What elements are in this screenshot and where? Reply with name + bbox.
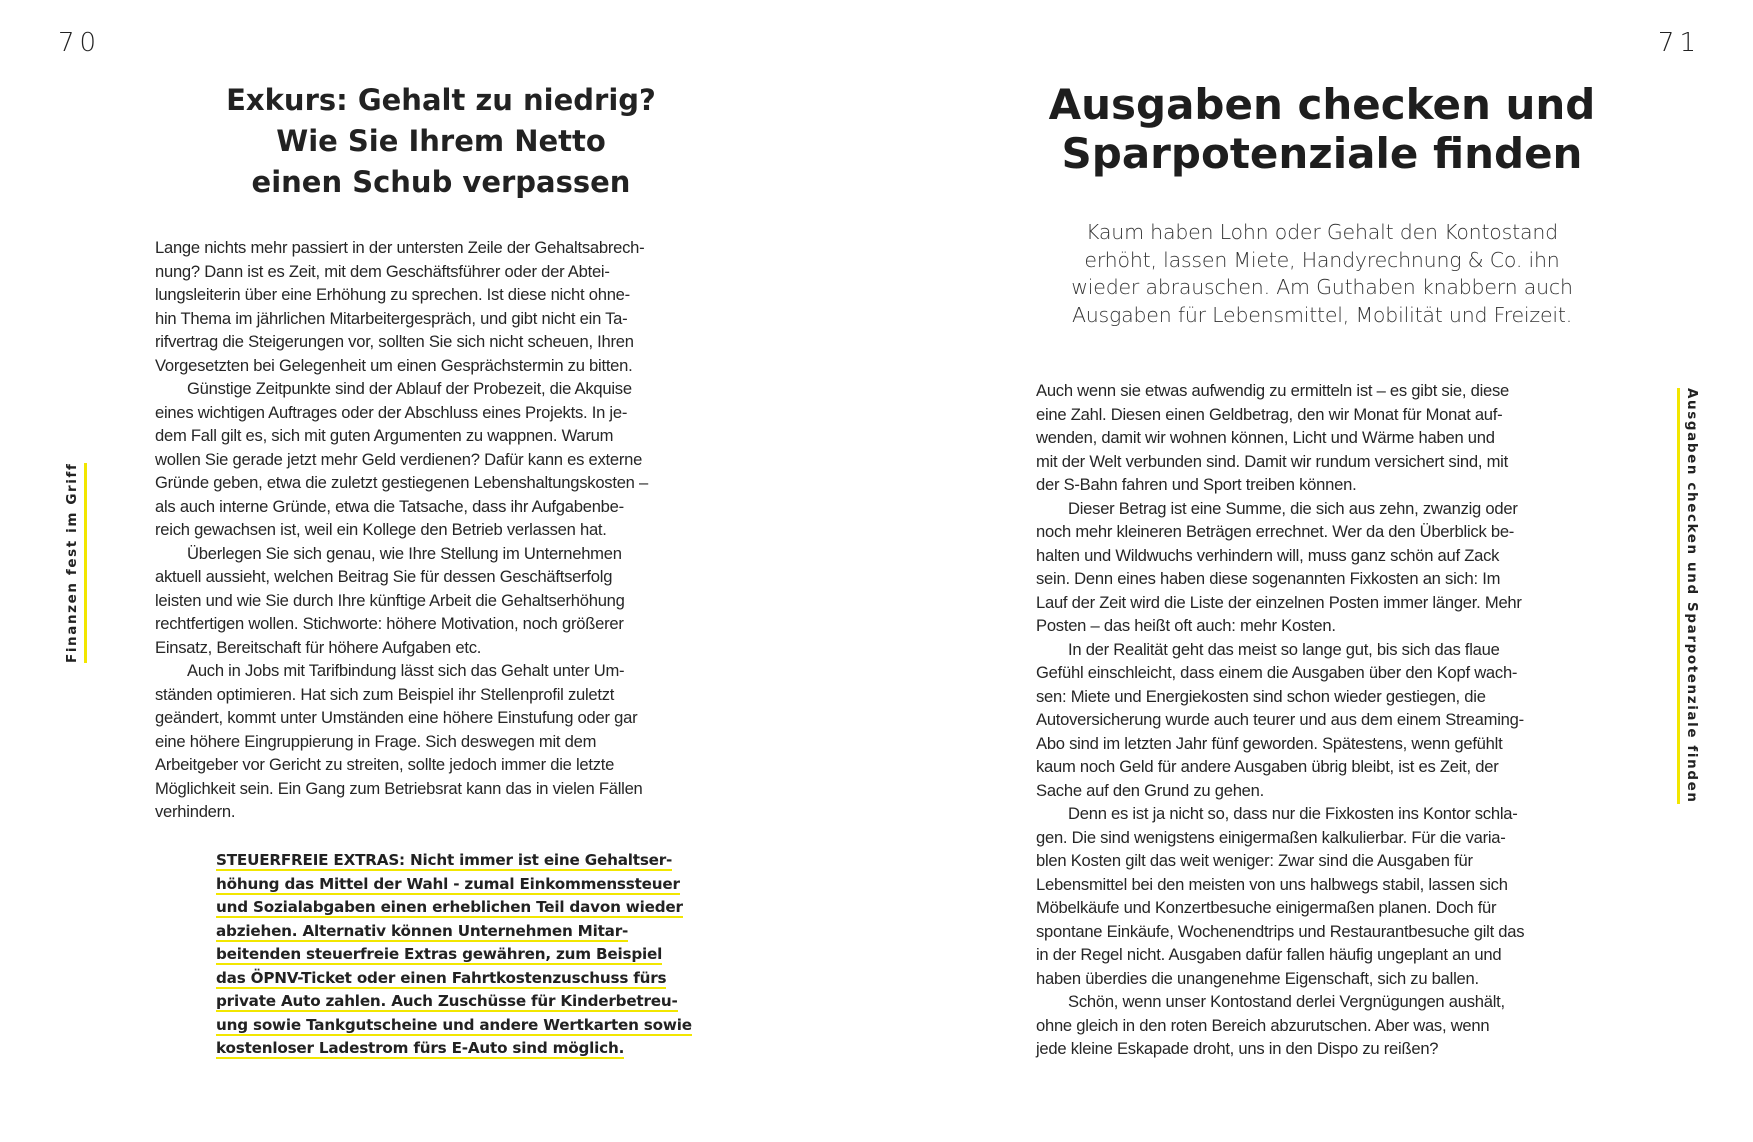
paragraph: [155, 659, 735, 824]
body-text-left: [155, 236, 735, 824]
text-line: Gefühl einschleicht, dass einem die Ausgaben über den Kopf wach-: [1036, 663, 1518, 682]
callout-line: private Auto zahlen. Auch Zuschüsse für Kinderbetreu-: [216, 992, 678, 1010]
text-line: reich gewachsen ist, weil ein Kollege den Betrieb verlassen hat.: [155, 520, 607, 539]
text-line: Lauf der Zeit wird die Liste der einzelnen Posten immer länger. Mehr: [1036, 592, 1522, 612]
callout-line-row: [216, 849, 736, 873]
text-line: In der Realität geht das meist so lange gut, bis sich das flaue: [1068, 639, 1500, 659]
body-text-right: [1036, 379, 1616, 1061]
paragraph: [1036, 638, 1616, 803]
text-line: leisten und wie Sie durch Ihre künftige Arbeit die Gehaltserhöhung: [155, 590, 625, 610]
text-line: Möbelkäufe und Konzertbesuche einigermaßen planen. Doch für: [1036, 898, 1497, 917]
page-number-right: 71: [1657, 28, 1701, 58]
text-line: blen Kosten gilt das weit weniger: Zwar sind die Ausgaben für: [1036, 851, 1473, 870]
text-line: halten und Wildwuchs verhindern will, muss ganz schön auf Zack: [1036, 545, 1500, 565]
text-line: sein. Denn eines haben diese sogenannten Fixkosten an sich: Im: [1036, 569, 1501, 588]
heading-line: Sparpotenziale finden: [1061, 129, 1583, 178]
text-line: eine Zahl. Diesen einen Geldbetrag, den wir Monat für Monat auf-: [1036, 404, 1503, 424]
text-line: Gründe geben, etwa die zuletzt gestiegenen Lebenshaltungskosten –: [155, 473, 648, 492]
text-line: haben überdies die unangenehme Eigenschaft, sich zu ballen.: [1036, 968, 1479, 988]
callout-line-row: [216, 1014, 736, 1038]
text-line: Schön, wenn unser Kontostand derlei Vergnügungen aushält,: [1068, 992, 1505, 1011]
tax-free-extras-callout: [216, 849, 736, 1061]
heading-line: Exkurs: Gehalt zu niedrig?: [226, 83, 656, 117]
heading-line: Wie Sie Ihrem Netto: [276, 124, 606, 158]
text-line: Posten – das heißt oft auch: mehr Kosten.: [1036, 616, 1336, 635]
paragraph: [1036, 497, 1616, 638]
callout-line: abziehen. Alternativ können Unternehmen Mitar-: [216, 921, 629, 940]
chapter-side-tab-left: Finanzen fest im Griff: [64, 463, 87, 663]
text-line: lungsleiterin über eine Erhöhung zu sprechen. Ist diese nicht ohne-: [155, 285, 630, 304]
text-line: Dieser Betrag ist eine Summe, die sich aus zehn, zwanzig oder: [1068, 498, 1518, 518]
heading-line: einen Schub verpassen: [251, 165, 631, 199]
callout-line: beitenden steuerfreie Extras gewähren, zum Beispiel: [216, 945, 663, 963]
callout-line-row: [216, 1037, 736, 1061]
callout-line: und Sozialabgaben einen erheblichen Teil davon wieder: [216, 898, 683, 916]
text-line: Vorgesetzten bei Gelegenheit um einen Gesprächstermin zu bitten.: [155, 355, 633, 375]
subtitle-line: wieder abrauschen. Am Guthaben knabbern auch: [1071, 275, 1573, 300]
text-line: spontane Einkäufe, Wochenendtrips und Restaurantbesuche gilt das: [1036, 921, 1525, 941]
text-line: wenden, damit wir wohnen können, Licht und Wärme haben und: [1036, 428, 1495, 447]
text-line: eine höhere Eingruppierung in Frage. Sich deswegen mit dem: [155, 731, 597, 751]
text-line: Möglichkeit sein. Ein Gang zum Betriebsrat kann das in vielen Fällen: [155, 778, 643, 798]
text-line: Arbeitgeber vor Gericht zu streiten, sollte jedoch immer die letzte: [155, 755, 615, 774]
callout-line-row: [216, 896, 736, 920]
text-line: ständen optimieren. Hat sich zum Beispiel ihr Stellenprofil zuletzt: [155, 684, 615, 704]
text-line: der S-Bahn fahren und Sport treiben können.: [1036, 475, 1357, 494]
callout-line-row: [216, 990, 736, 1014]
text-line: Autoversicherung wurde auch teurer und aus dem einem Streaming-: [1036, 710, 1524, 729]
chapter-side-tab-right: Ausgaben checken und Sparpotenziale finden: [1677, 388, 1700, 804]
text-line: Denn es ist ja nicht so, dass nur die Fixkosten ins Kontor schla-: [1068, 804, 1518, 823]
text-line: mit der Welt verbunden sind. Damit wir rundum versichert sind, mit: [1036, 451, 1508, 471]
text-line: in der Regel nicht. Ausgaben dafür fallen häufig ungeplant an und: [1036, 945, 1502, 964]
text-line: Auch wenn sie etwas aufwendig zu ermitteln ist – es gibt sie, diese: [1036, 381, 1510, 400]
text-line: rechtfertigen wollen. Stichworte: höhere Motivation, noch größerer: [155, 614, 624, 633]
subtitle-line: Kaum haben Lohn oder Gehalt den Kontostand: [1086, 220, 1558, 244]
paragraph: [155, 236, 735, 377]
callout-line-row: [216, 943, 736, 967]
text-line: Lebensmittel bei den meisten von uns halbwegs stabil, lassen sich: [1036, 874, 1508, 894]
paragraph: [155, 542, 735, 660]
paragraph: [155, 377, 735, 542]
text-line: gen. Die sind wenigstens einigermaßen kalkulierbar. Für die varia-: [1036, 827, 1506, 847]
paragraph: [1036, 802, 1616, 990]
text-line: sen: Miete und Energiekosten sind schon wieder gestiegen, die: [1036, 686, 1486, 706]
callout-line: ung sowie Tankgutscheine und andere Wertkarten sowie: [216, 1015, 692, 1034]
text-line: geändert, kommt unter Umständen eine höhere Einstufung oder gar: [155, 708, 638, 727]
text-line: als auch interne Gründe, etwa die Tatsache, dass ihr Aufgabenbe-: [155, 496, 624, 516]
text-line: ohne gleich in den roten Bereich abzurutschen. Aber was, wenn: [1036, 1015, 1490, 1035]
text-line: eines wichtigen Auftrages oder der Abschluss eines Projekts. In je-: [155, 402, 628, 422]
paragraph: [1036, 990, 1616, 1061]
text-line: noch mehr kleineren Beträgen errechnet. Wer da den Überblick be-: [1036, 522, 1515, 541]
callout-line: das ÖPNV-Ticket oder einen Fahrtkostenzuschuss fürs: [216, 968, 667, 987]
text-line: rifvertrag die Steigerungen vor, sollten Sie sich nicht scheuen, Ihren: [155, 332, 634, 351]
callout-line-row: [216, 967, 736, 991]
text-line: dem Fall gilt es, sich mit guten Argumenten zu wappnen. Warum: [155, 426, 614, 445]
paragraph: [1036, 379, 1616, 497]
text-line: Abo sind im letzten Jahr fünf geworden. Spätestens, wenn gefühlt: [1036, 733, 1503, 753]
callout-line-row: [216, 873, 736, 897]
callout-line-row: [216, 920, 736, 944]
subtitle-line: Ausgaben für Lebensmittel, Mobilität und Freizeit.: [1071, 302, 1573, 327]
page-number-left: 70: [58, 28, 102, 58]
text-line: Überlegen Sie sich genau, wie Ihre Stellung im Unternehmen: [187, 543, 622, 563]
text-line: verhindern.: [155, 802, 236, 821]
text-line: Einsatz, Bereitschaft für höhere Aufgaben etc.: [155, 637, 482, 657]
callout-line: STEUERFREIE EXTRAS: Nicht immer ist eine Gehaltser-: [216, 851, 673, 869]
callout-line: kostenloser Ladestrom fürs E-Auto sind möglich.: [216, 1039, 625, 1057]
text-line: kaum noch Geld für andere Ausgaben übrig bleibt, ist es Zeit, der: [1036, 757, 1499, 776]
text-line: Sache auf den Grund zu gehen.: [1036, 780, 1265, 800]
section-heading-left: [191, 80, 691, 203]
chapter-intro-subtitle: [1022, 219, 1622, 329]
text-line: hin Thema im jährlichen Mitarbeitergespräch, und gibt nicht ein Ta-: [155, 308, 628, 328]
text-line: Günstige Zeitpunkte sind der Ablauf der Probezeit, die Akquise: [187, 379, 632, 398]
text-line: nung? Dann ist es Zeit, mit dem Geschäftsführer oder der Abtei-: [155, 261, 610, 281]
text-line: jede kleine Eskapade droht, uns in den Dispo zu reißen?: [1036, 1039, 1439, 1058]
text-line: Auch in Jobs mit Tarifbindung lässt sich das Gehalt unter Um-: [187, 661, 625, 680]
text-line: wollen Sie gerade jetzt mehr Geld verdienen? Dafür kann es externe: [155, 449, 643, 469]
text-line: aktuell aussieht, welchen Beitrag Sie für dessen Geschäftserfolg: [155, 567, 613, 586]
chapter-heading-right: [972, 80, 1672, 178]
heading-line: Ausgaben checken und: [1048, 80, 1596, 129]
subtitle-line: erhöht, lassen Miete, Handyrechnung & Co. ihn: [1084, 247, 1560, 272]
text-line: Lange nichts mehr passiert in der untersten Zeile der Gehaltsabrech-: [155, 238, 645, 257]
callout-line: höhung das Mittel der Wahl - zumal Einkommenssteuer: [216, 874, 680, 893]
